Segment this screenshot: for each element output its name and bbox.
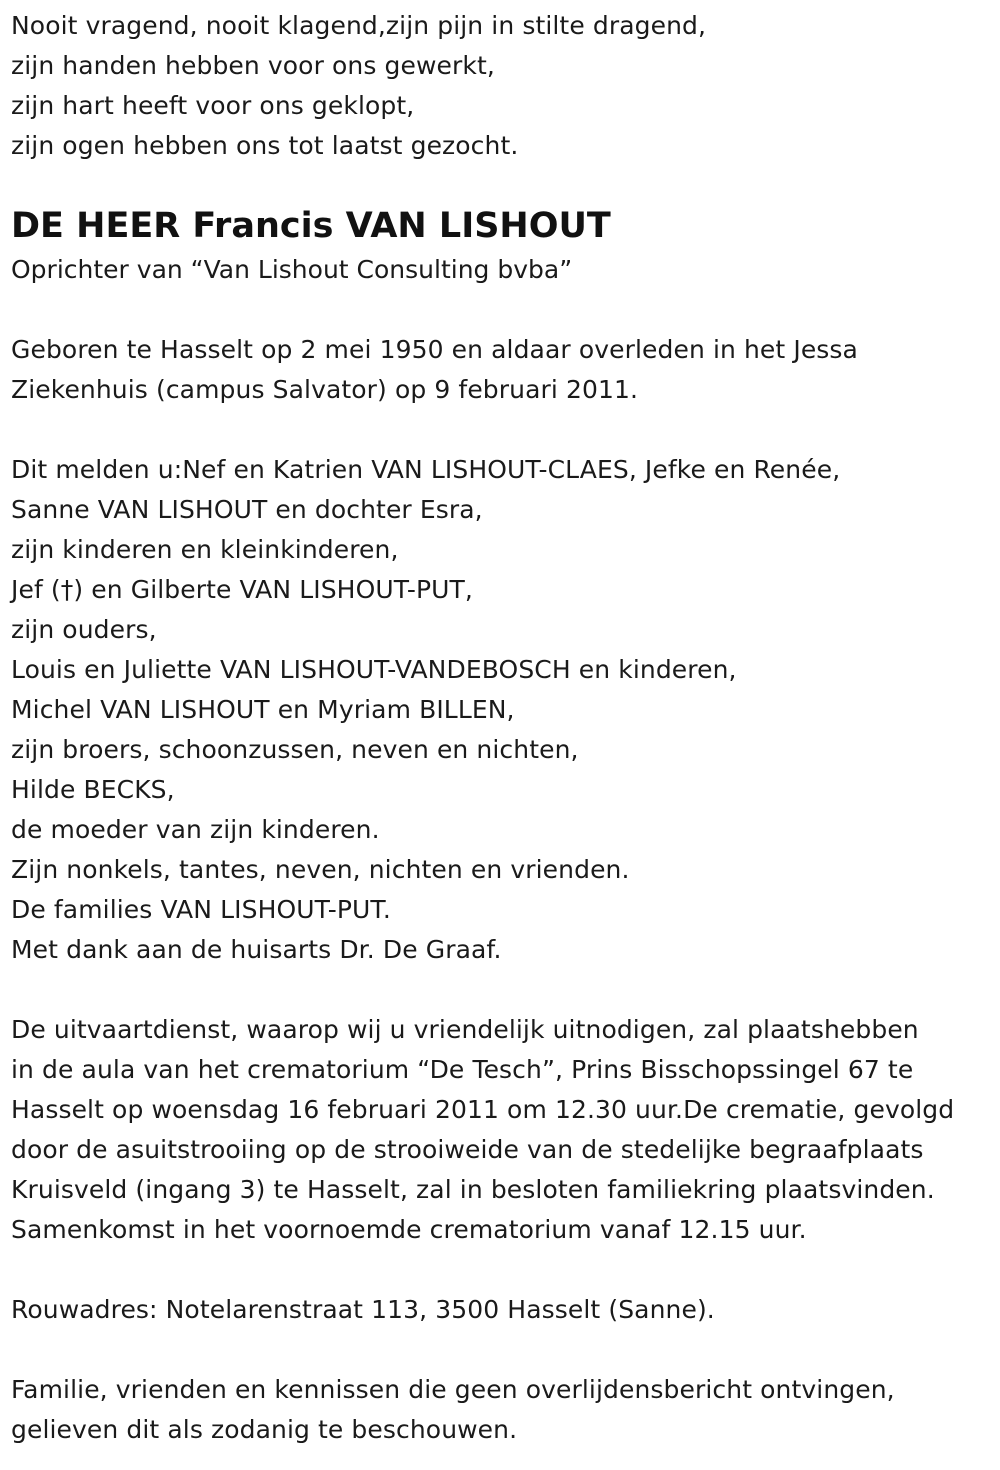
paragraph-line: Geboren te Hasselt op 2 mei 1950 en aldaar overleden in het Jessa: [11, 335, 858, 364]
closing-line: gelieven dit als zodanig te beschouwen.: [11, 1415, 518, 1444]
closing-line: Familie, vrienden en kennissen die geen overlijdensbericht ontvingen,: [11, 1375, 895, 1404]
spacer: [11, 970, 991, 1010]
address-line: Rouwadres: Notelarenstraat 113, 3500 Hasselt (Sanne).: [11, 1295, 715, 1324]
family-line: zijn kinderen en kleinkinderen,: [11, 535, 399, 564]
poem-line: zijn handen hebben voor ons gewerkt,: [11, 51, 495, 80]
spacer: [11, 1250, 991, 1290]
family-line: Louis en Juliette VAN LISHOUT-VANDEBOSCH en kinderen,: [11, 655, 737, 684]
family-line: De families VAN LISHOUT-PUT.: [11, 895, 391, 924]
funeral-line: in de aula van het crematorium “De Tesch”, Prins Bisschopssingel 67 te: [11, 1055, 914, 1084]
family-line: zijn broers, schoonzussen, neven en nichten,: [11, 735, 579, 764]
funeral-line: Samenkomst in het voornoemde crematorium vanaf 12.15 uur.: [11, 1215, 807, 1244]
family-paragraph: [11, 450, 991, 970]
funeral-line: Hasselt op woensdag 16 februari 2011 om 12.30 uur.De crematie, gevolgd: [11, 1095, 955, 1124]
address-paragraph: [11, 1290, 991, 1330]
poem-line: zijn ogen hebben ons tot laatst gezocht.: [11, 131, 519, 160]
spacer: [11, 1330, 991, 1370]
family-line: de moeder van zijn kinderen.: [11, 815, 380, 844]
spacer: [11, 410, 991, 450]
closing-paragraph: [11, 1370, 991, 1450]
family-line: Michel VAN LISHOUT en Myriam BILLEN,: [11, 695, 515, 724]
family-line: Met dank aan de huisarts Dr. De Graaf.: [11, 935, 502, 964]
birth-death-paragraph: [11, 330, 991, 410]
deceased-role: Oprichter van “Van Lishout Consulting bvba”: [11, 255, 573, 284]
funeral-line: Kruisveld (ingang 3) te Hasselt, zal in besloten familiekring plaatsvinden.: [11, 1175, 935, 1204]
funeral-paragraph: [11, 1010, 991, 1250]
funeral-line: door de asuitstrooiing op de strooiweide van de stedelijke begraafplaats: [11, 1135, 924, 1164]
family-line: Hilde BECKS,: [11, 775, 175, 804]
spacer: [11, 290, 991, 330]
family-line: Zijn nonkels, tantes, neven, nichten en vrienden.: [11, 855, 630, 884]
family-line: Jef (†) en Gilberte VAN LISHOUT-PUT,: [11, 575, 473, 604]
paragraph-line: Ziekenhuis (campus Salvator) op 9 februari 2011.: [11, 375, 639, 404]
family-line: Sanne VAN LISHOUT en dochter Esra,: [11, 495, 483, 524]
family-line: zijn ouders,: [11, 615, 157, 644]
death-notice: [11, 6, 991, 1450]
poem-line: zijn hart heeft voor ons geklopt,: [11, 91, 415, 120]
funeral-line: De uitvaartdienst, waarop wij u vriendelijk uitnodigen, zal plaatshebben: [11, 1015, 919, 1044]
deceased-name: DE HEER Francis VAN LISHOUT: [11, 206, 611, 246]
family-line: Dit melden u:Nef en Katrien VAN LISHOUT-CLAES, Jefke en Renée,: [11, 455, 841, 484]
poem-line: Nooit vragend, nooit klagend,zijn pijn in stilte dragend,: [11, 11, 707, 40]
poem: [11, 6, 991, 166]
